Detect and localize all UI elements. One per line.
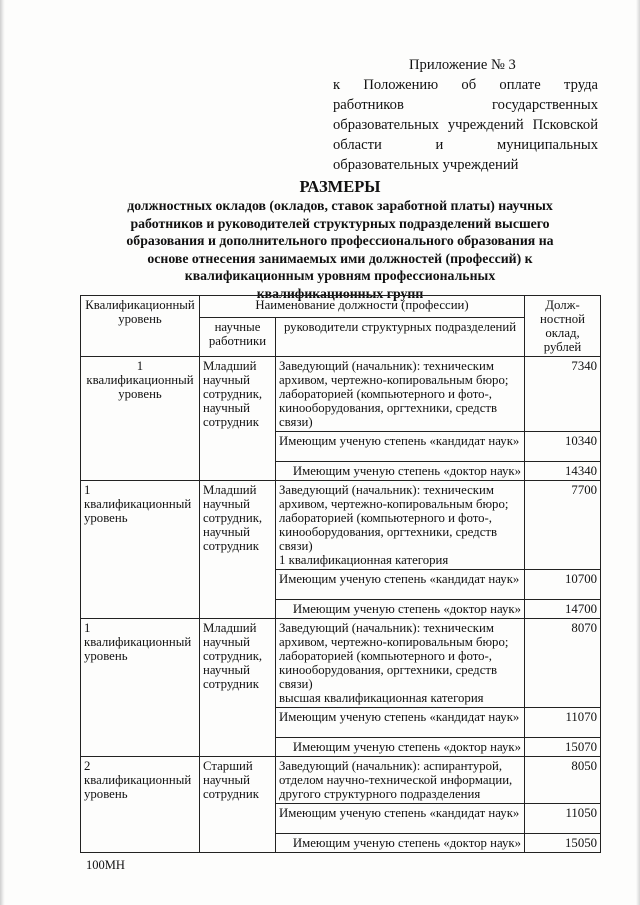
position-name: Заведующий (начальник): техническим архивом, чертежно-копировальным бюро; лабораторией (компьютерного и фото-, кинооборудования, оргтехники, средств связи) xyxy=(279,483,509,553)
cell-position: Заведующий (начальник): техническим архивом, чертежно-копировальным бюро; лабораторией (компьютерного и фото-, кинооборудования, оргтехники, средств связи) xyxy=(276,357,525,432)
subtitle-line: квалификационным уровням профессиональных xyxy=(184,268,496,283)
cell-salary: 7700 xyxy=(525,481,601,570)
subtitle-line: работников и руководителей структурных подразделений высшего xyxy=(130,215,550,231)
cell-position: Имеющим ученую степень «доктор наук» xyxy=(276,738,525,757)
header-position: Наименование должности (профессии) xyxy=(200,296,525,318)
subtitle-line: основе отнесения занимаемых ими должностей (профессий) к xyxy=(147,250,533,266)
scan-edge-left xyxy=(0,0,5,905)
position-category: высшая квалификационная категория xyxy=(279,691,484,705)
cell-position: Имеющим ученую степень «доктор наук» xyxy=(276,600,525,619)
position-category: 1 квалификационная категория xyxy=(279,553,449,567)
cell-position: Имеющим ученую степень «доктор наук» xyxy=(276,462,525,481)
cell-salary: 14340 xyxy=(525,462,601,481)
subtitle-line: должностных окладов (окладов, ставок заработной платы) научных xyxy=(127,198,553,213)
cell-salary: 8070 xyxy=(525,619,601,708)
subtitle-line: квалификационных групп xyxy=(256,285,424,301)
cell-position: Имеющим ученую степень «кандидат наук» xyxy=(276,804,525,834)
header-salary: Долж-ностной оклад, рублей xyxy=(525,296,601,357)
table-row xyxy=(81,757,601,804)
cell-salary: 11070 xyxy=(525,708,601,738)
salary-table xyxy=(80,295,601,853)
header-level: Квалификационный уровень xyxy=(81,296,200,357)
cell-position: Имеющим ученую степень «кандидат наук» xyxy=(276,570,525,600)
appendix-line: образовательных учреждений Псковской xyxy=(333,117,598,133)
cell-scientific: Младший научный сотрудник, научный сотрудник xyxy=(200,619,276,757)
cell-level: 1 квалификационный уровень xyxy=(81,481,200,619)
document-subtitle xyxy=(80,197,600,302)
appendix-line: области и муниципальных xyxy=(333,137,598,153)
cell-scientific: Младший научный сотрудник, научный сотрудник xyxy=(200,481,276,619)
document-footer-code: 100МН xyxy=(86,858,125,872)
appendix-line: образовательных учреждений xyxy=(333,157,519,173)
position-name: Заведующий (начальник): техническим архивом, чертежно-копировальным бюро; лабораторией (компьютерного и фото-, кинооборудования, оргтехники, средств связи) xyxy=(279,621,509,691)
cell-salary: 10700 xyxy=(525,570,601,600)
cell-salary: 11050 xyxy=(525,804,601,834)
appendix-line: к Положению об оплате труда xyxy=(333,77,598,93)
cell-scientific: Старший научный сотрудник xyxy=(200,757,276,853)
cell-scientific: Младший научный сотрудник, научный сотрудник xyxy=(200,357,276,481)
cell-level: 1 квалификационный уровень xyxy=(81,357,200,481)
table-header-row xyxy=(81,296,601,318)
cell-salary: 7340 xyxy=(525,357,601,432)
cell-position: Имеющим ученую степень «кандидат наук» xyxy=(276,708,525,738)
cell-salary: 8050 xyxy=(525,757,601,804)
cell-level: 1 квалификационный уровень xyxy=(81,619,200,757)
appendix-block xyxy=(333,55,598,175)
scan-edge-right xyxy=(636,0,640,905)
table-row xyxy=(81,481,601,570)
header-scientific: научные работники xyxy=(200,317,276,356)
cell-salary: 15050 xyxy=(525,834,601,853)
cell-salary: 15070 xyxy=(525,738,601,757)
cell-position: Имеющим ученую степень «доктор наук» xyxy=(276,834,525,853)
appendix-line: работников государственных xyxy=(333,97,598,113)
header-heads: руководители структурных подразделений xyxy=(276,317,525,356)
subtitle-line: образования и дополнительного профессионального образования на xyxy=(126,233,554,248)
appendix-title: Приложение № 3 xyxy=(409,57,516,73)
cell-salary: 14700 xyxy=(525,600,601,619)
cell-position xyxy=(276,619,525,708)
cell-level: 2 квалификационный уровень xyxy=(81,757,200,853)
cell-salary: 10340 xyxy=(525,432,601,462)
cell-position xyxy=(276,481,525,570)
cell-position: Имеющим ученую степень «кандидат наук» xyxy=(276,432,525,462)
document-title: РАЗМЕРЫ xyxy=(299,177,381,196)
table-row xyxy=(81,357,601,432)
table-row xyxy=(81,619,601,708)
cell-position: Заведующий (начальник): аспирантурой, отделом научно-технической информации, другого структурного подразделения xyxy=(276,757,525,804)
